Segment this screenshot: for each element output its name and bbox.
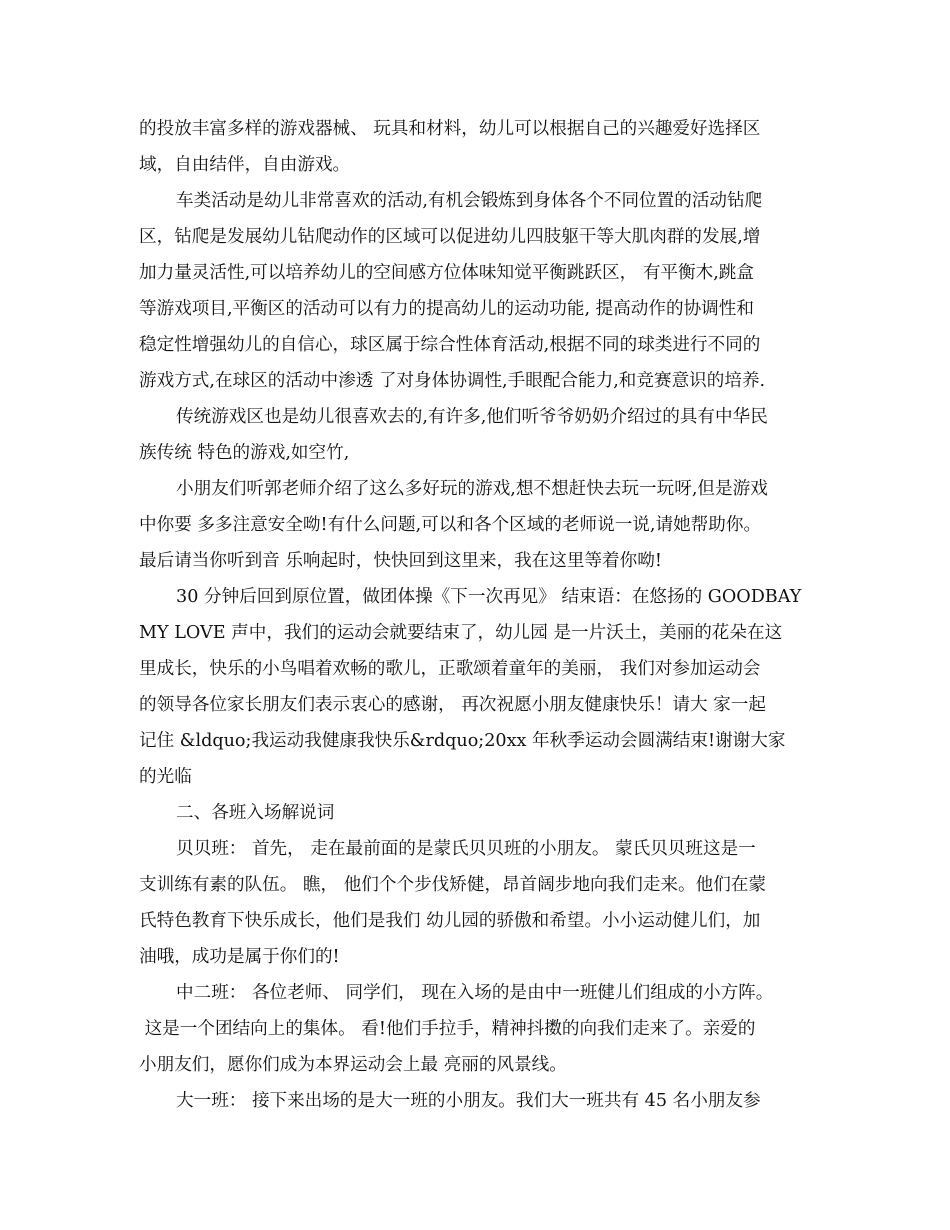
text-line: 这是一个团结向上的集体。 看!他们手拉手，精神抖擞的向我们走来了。亲爱的 (139, 1019, 756, 1039)
text-line: 游戏方式,在球区的活动中渗透 了对身体协调性,手眼配合能力,和竞赛意识的培养. (139, 371, 766, 391)
text-line: 稳定性增强幼儿的自信心，球区属于综合性体育活动,根据不同的球类进行不同的 (139, 335, 761, 355)
text-line: 的光临 (139, 767, 192, 787)
text-line: 的投放丰富多样的游戏器械、 玩具和材料，幼儿可以根据自己的兴趣爱好选择区 (139, 119, 761, 139)
text-line: 油哦，成功是属于你们的! (139, 947, 340, 967)
text-line: 大一班： 接下来出场的是大一班的小朋友。我们大一班共有 45 名小朋友参 (176, 1091, 761, 1111)
text-line: 加力量灵活性,可以培养幼儿的空间感方位体味知觉平衡跳跃区， 有平衡木,跳盒 (139, 263, 754, 283)
text-line: 小朋友们，愿你们成为本界运动会上最 亮丽的风景线。 (139, 1055, 567, 1075)
text-line: MY LOVE 声中，我们的运动会就要结束了，幼儿园 是一片沃土，美丽的花朵在这 (139, 623, 783, 643)
text-line: 贝贝班： 首先， 走在最前面的是蒙氏贝贝班的小朋友。 蒙氏贝贝班这是一 (176, 839, 756, 859)
text-line: 里成长，快乐的小鸟唱着欢畅的歌儿，正歌颂着童年的美丽， 我们对参加运动会 (139, 659, 761, 679)
text-line: 域，自由结伴，自由游戏。 (139, 155, 351, 175)
text-line: 车类活动是幼儿非常喜欢的活动,有机会锻炼到身体各个不同位置的活动钻爬 (176, 191, 763, 211)
text-line: 等游戏项目,平衡区的活动可以有力的提高幼儿的运动功能, 提高动作的协调性和 (139, 299, 754, 319)
text-line: 氏特色教育下快乐成长，他们是我们 幼儿园的骄傲和希望。小小运动健儿们，加 (139, 911, 761, 931)
text-line: 中你要 多多注意安全呦!有什么问题,可以和各个区域的老师说一说,请她帮助你。 (139, 515, 762, 535)
text-line: 中二班： 各位老师、 同学们， 现在入场的是由中一班健儿们组成的小方阵。 (176, 983, 774, 1003)
text-line: 的领导各位家长朋友们表示衷心的感谢， 再次祝愿小朋友健康快乐！请大 家一起 (139, 695, 766, 715)
section-heading: 二、各班入场解说词 (176, 803, 335, 823)
text-line: 支训练有素的队伍。 瞧， 他们个个步伐矫健，昂首阔步地向我们走来。他们在蒙 (139, 875, 766, 895)
text-line: 族传统 特色的游戏,如空竹, (139, 443, 350, 463)
text-line: 传统游戏区也是幼儿很喜欢去的,有许多,他们听爷爷奶奶介绍过的具有中华民 (176, 407, 768, 427)
text-line: 30 分钟后回到原位置，做团体操《下一次再见》 结束语：在悠扬的 GOODBAY (176, 587, 802, 607)
text-line: 小朋友们听郭老师介绍了这么多好玩的游戏,想不想赶快去玩一玩呀,但是游戏 (176, 479, 768, 499)
text-line: 区，钻爬是发展幼儿钻爬动作的区域可以促进幼儿四肢躯干等大肌肉群的发展,增 (139, 227, 761, 247)
text-line: 最后请当你听到音 乐响起时，快快回到这里来，我在这里等着你呦! (139, 551, 662, 571)
text-line: 记住 &ldquo;我运动我健康我快乐&rdquo;20xx 年秋季运动会圆满结束!谢谢大家 (139, 731, 786, 751)
